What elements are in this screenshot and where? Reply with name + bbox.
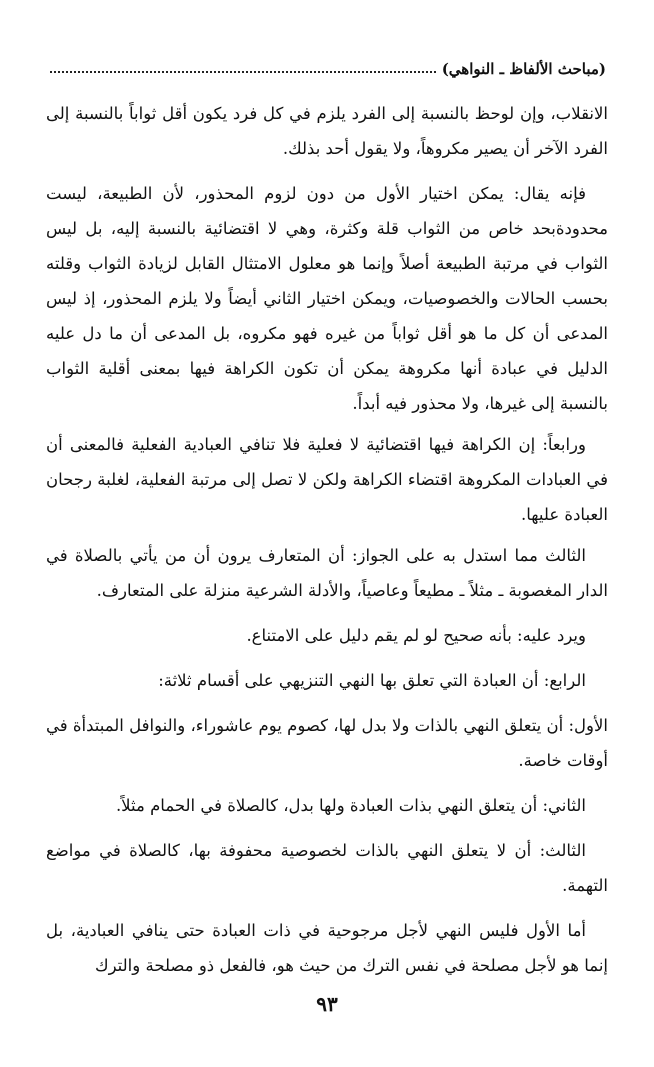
- paragraph: فإنه يقال: يمكن اختيار الأول من دون لزوم المحذور، لأن الطبيعة، ليست محدودةبحد خاص من الثواب قلة وكثرة، وهي لا اقتضائية بالنسبة إليه، بل ليس الثواب في مرتبة الطبيعة أصلاً وإنما هو معلول الامتثال القابل لزيادة الثواب وقلته بحسب الحالات والخصوصيات، ويمكن اختيار الثاني أيضاً ولا يلزم المحذور، إذ ليس المدعى أن كل ما هو أقل ثواباً من غيره فهو مكروه، بل المدعى أن ما دل عليه الدليل في عبادة أنها مكروهة يمكن أن تكون الكراهة فيها بمعنى أقلية الثواب بالنسبة إلى غيرها، ولا محذور فيه أبداً.: [46, 184, 608, 413]
- paragraph: الأول: أن يتعلق النهي بالذات ولا بدل لها، كصوم يوم عاشوراء، والنوافل المبتدأة في أوقات خاصة.: [46, 716, 608, 770]
- page-number: ٩٣: [316, 992, 338, 1016]
- paragraph: ورابعاً: إن الكراهة فيها اقتضائية لا فعلية فلا تنافي العبادية الفعلية فالمعنى أن في العبادات المكروهة اقتضاء الكراهة ولكن لا تصل إلى مرتبة الفعلية، لغلبة رجحان العبادة عليها.: [46, 435, 608, 524]
- paragraph: الثالث مما استدل به على الجواز: أن المتعارف يرون أن من يأتي بالصلاة في الدار المغصوبة ـ مثلاً ـ مطيعاً وعاصياً، والأدلة الشرعية منزلة على المتعارف.: [46, 546, 608, 600]
- paragraph: الثاني: أن يتعلق النهي بذات العبادة ولها بدل، كالصلاة في الحمام مثلاً.: [115, 796, 586, 815]
- header-title: (مباحث الألفاظ ـ النواهي): [441, 60, 606, 78]
- paragraph: الانقلاب، وإن لوحظ بالنسبة إلى الفرد يلزم في كل فرد يكون أقل ثواباً بالنسبة إلى الفرد الآخر أن يصير مكروهاً، ولا يقول أحد بذلك.: [46, 104, 608, 158]
- paragraph: الثالث: أن لا يتعلق النهي بالذات لخصوصية محفوفة بها، كالصلاة في مواضع التهمة.: [46, 841, 608, 895]
- page-body: [46, 96, 608, 989]
- paragraph: الرابع: أن العبادة التي تعلق بها النهي التنزيهي على أقسام ثلاثة:: [158, 671, 586, 690]
- header-dotted-rule: [50, 71, 436, 73]
- paragraph: ويرد عليه: بأنه صحيح لو لم يقم دليل على الامتناع.: [246, 626, 586, 645]
- paragraph: أما الأول فليس النهي لأجل مرجوحية في ذات العبادة حتى ينافي العبادية، بل إنما هو لأجل مصلحة في نفس الترك من حيث هو، فالفعل ذو مصلحة والترك: [46, 921, 608, 975]
- running-header: [50, 54, 606, 84]
